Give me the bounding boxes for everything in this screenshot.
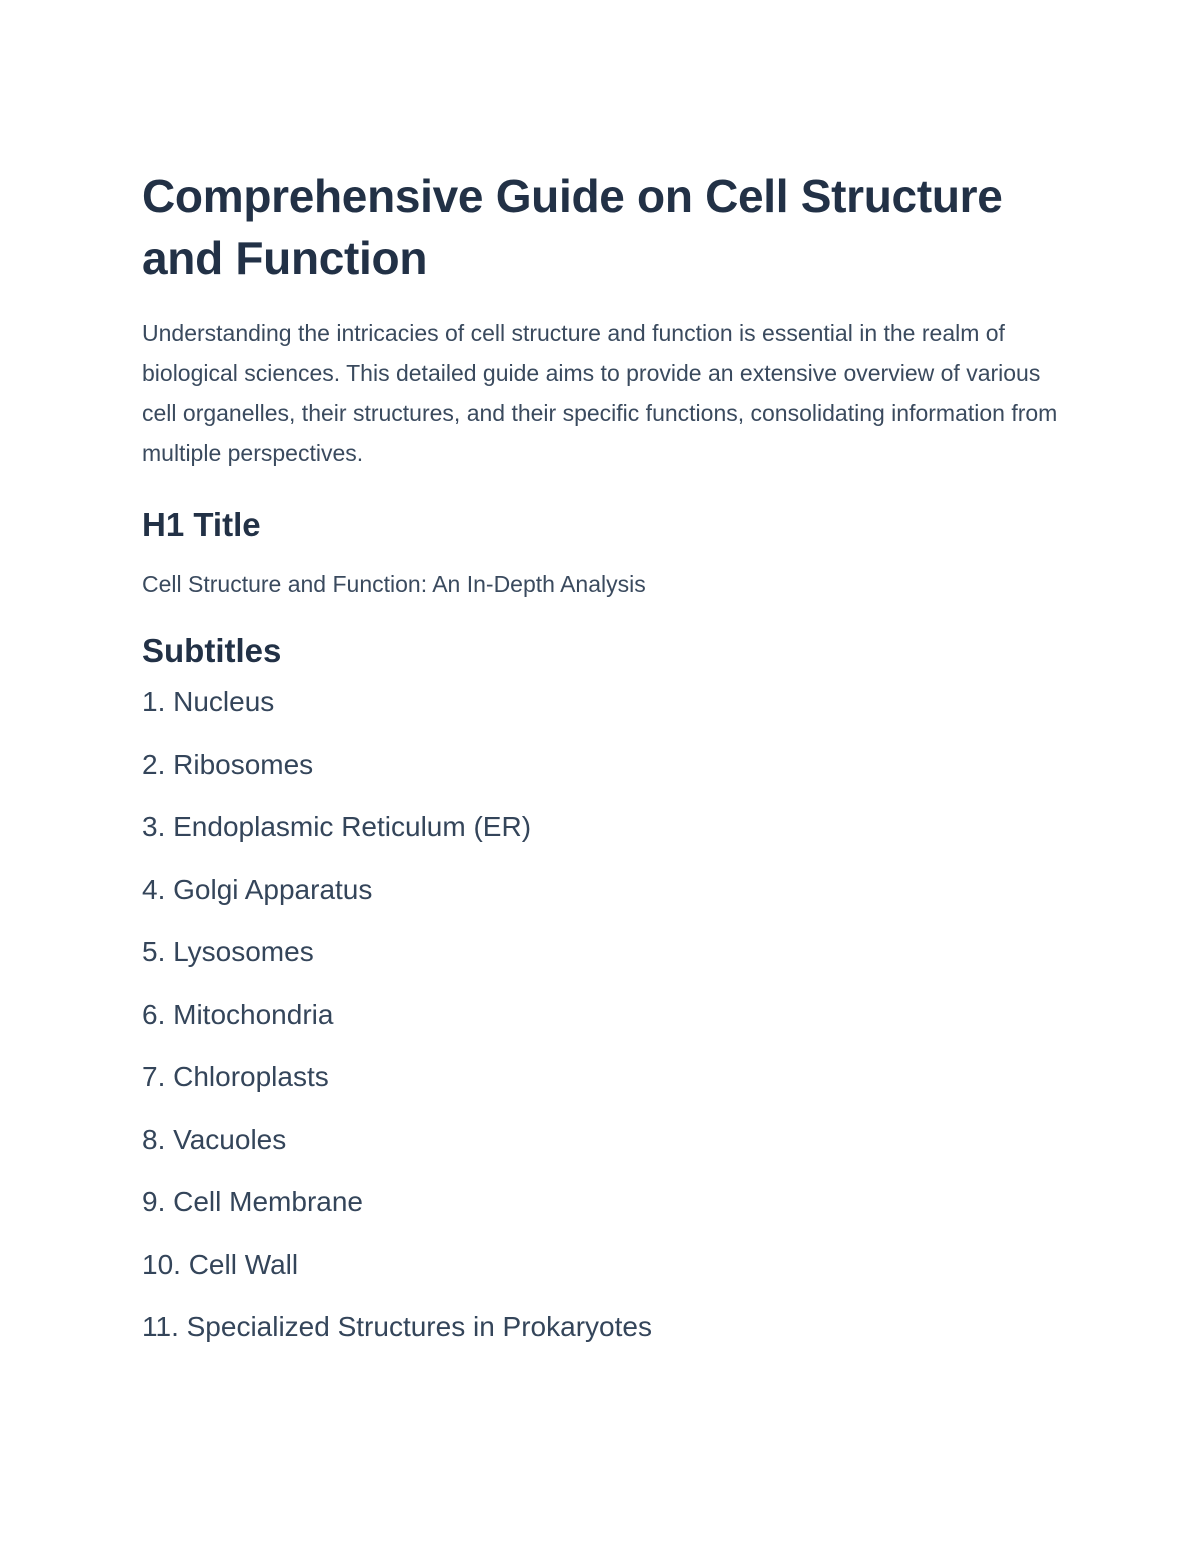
list-item: 4. Golgi Apparatus <box>142 873 373 905</box>
list-item: 6. Mitochondria <box>142 998 334 1030</box>
h1-title-text: Cell Structure and Function: An In-Depth Analysis <box>142 571 646 597</box>
page-title: Comprehensive Guide on Cell Structure and Function <box>142 170 1003 284</box>
list-item: 3. Endoplasmic Reticulum (ER) <box>142 811 532 842</box>
list-item: 10. Cell Wall <box>142 1248 299 1280</box>
list-item: 9. Cell Membrane <box>142 1186 363 1217</box>
subtitles-heading: Subtitles <box>142 632 282 669</box>
document-page <box>142 165 1072 1373</box>
list-item: 8. Vacuoles <box>142 1123 287 1155</box>
list-item: 2. Ribosomes <box>142 748 314 780</box>
h1-title-heading: H1 Title <box>142 506 261 543</box>
subtitles-list <box>142 685 1072 1344</box>
list-item: 1. Nucleus <box>142 686 275 717</box>
list-item: 5. Lysosomes <box>142 936 314 967</box>
intro-paragraph: Understanding the intricacies of cell structure and function is essential in the realm of biological sciences. This detailed guide aims to provide an extensive overview of various cell organelles, their structures, and their specific functions, consolidating information from multiple perspectives. <box>142 320 1058 466</box>
list-item: 7. Chloroplasts <box>142 1061 329 1092</box>
list-item: 11. Specialized Structures in Prokaryotes <box>142 1311 652 1342</box>
